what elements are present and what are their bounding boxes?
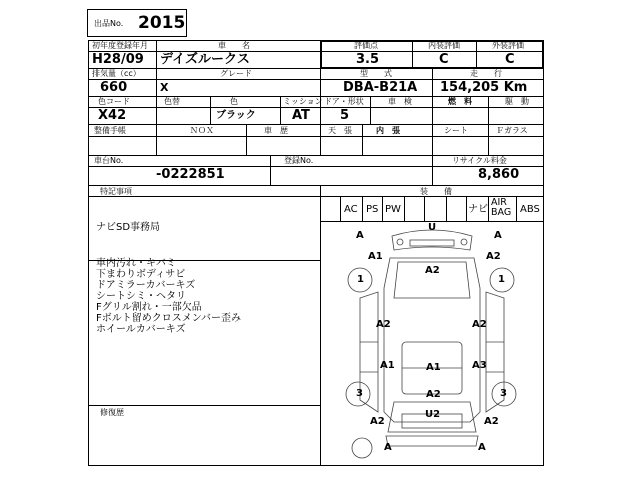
displacement-label: 排気量（cc） [92,69,141,78]
seat-label: シート [444,126,468,135]
damage-fender-right: A2 [486,251,501,262]
score-label: 評価点 [354,41,378,50]
lot-number: 2015 [138,13,186,33]
damage-wheel-rl: 3 [356,388,363,399]
score-value: 3.5 [356,52,380,67]
damage-door-rr: A3 [472,360,487,371]
interior-label: 内装評価 [428,41,460,50]
recycle-value: 8,860 [478,167,520,182]
reg-no-label: 登録No. [284,156,314,165]
reg-year-label: 初年度登録年月 [92,41,148,50]
damage-trunk: U2 [425,409,441,420]
damage-quarter-right: A2 [484,416,499,427]
damage-hood: A2 [425,265,440,276]
remark-item: シートシミ・ヘタリ [96,291,186,302]
dealer-note: ナビSD事務局 [96,222,161,233]
displacement-value: 660 [100,80,128,95]
lot-label: 出品No. [94,19,124,28]
mileage-label: 走 行 [470,69,502,78]
fglass-label: Ｆガラス [496,126,528,135]
remark-item: 車内汚れ・キバミ [96,258,176,269]
damage-rear-left: A [384,442,392,453]
doors-value: 5 [340,108,350,123]
drive-label: 駆 動 [505,97,529,106]
equip-pw: PW [385,204,401,215]
fuel-label: 燃 料 [448,97,472,106]
exterior-value: C [505,52,515,67]
equip-navi: ナビ [468,204,488,215]
roof-label: 天 張 [328,126,352,135]
color-label: 色 [230,97,238,106]
mileage-value: 154,205 Km [440,80,528,95]
interior-trim-label: 内 張 [376,126,400,135]
chassis-no-label: 車台No. [94,156,124,165]
color-code-value: X42 [98,108,127,123]
inspection-label: 車 検 [388,97,412,106]
exterior-label: 外装評価 [492,41,524,50]
damage-door-fl: A2 [376,319,391,330]
remark-item: Fボルト留めクロスメンバー歪み [96,313,242,324]
damage-roof-rear: A2 [426,389,441,400]
damage-front-center: U [428,222,437,233]
doors-label: ドア・形状 [324,97,364,106]
chassis-no-value: -0222851 [156,167,225,182]
color-value: ブラック [216,110,256,121]
car-name-value: デイズルークス [160,52,250,67]
recycle-label: リサイクル料金 [452,156,507,165]
damage-wheel-rr: 3 [500,388,507,399]
remark-item: 下まわりボディサビ [96,269,186,280]
damage-wheel-fl: 1 [357,274,364,285]
damage-front-left: A [356,230,364,241]
remark-item: ドアミラーカバーキズ [96,280,196,291]
equip-abs: ABS [520,204,540,215]
equipment-label: 装 備 [420,187,452,196]
damage-rear-right: A [478,442,486,453]
lot-box [87,9,187,37]
color-code-label: 色コード [98,97,130,106]
equip-ac: AC [344,204,358,215]
car-name-label: 車 名 [218,41,250,50]
damage-fender-left: A1 [368,251,383,262]
history-label: 車 歴 [264,126,288,135]
interior-value: C [439,52,449,67]
remark-item: ホイールカバーキズ [96,324,186,335]
equip-airbag: AIR BAG [491,197,512,218]
remarks-label: 特記事項 [100,187,132,196]
damage-door-rl: A1 [380,360,395,371]
mission-value: AT [292,108,310,123]
grade-label: グレード [220,69,252,78]
equip-ps: PS [366,204,379,215]
model-value: DBA-B21A [343,80,418,95]
car-diagram [320,222,544,466]
color-type-label: 色替 [164,97,180,106]
damage-door-fr: A2 [472,319,487,330]
reg-year-value: H28/09 [92,52,144,67]
manual-label: 整備手帳 [94,126,126,135]
grade-value: X [160,81,169,94]
repair-label: 修復歴 [100,408,124,417]
nox-label: ＮＯＸ [190,126,214,135]
damage-front-right: A [494,230,502,241]
model-label: 型 式 [360,69,392,78]
damage-quarter-left: A2 [370,416,385,427]
damage-roof: A1 [426,362,441,373]
damage-wheel-fr: 1 [498,274,505,285]
mission-label: ミッション [283,97,323,106]
remark-item: Fグリル割れ・一部欠品 [96,302,202,313]
